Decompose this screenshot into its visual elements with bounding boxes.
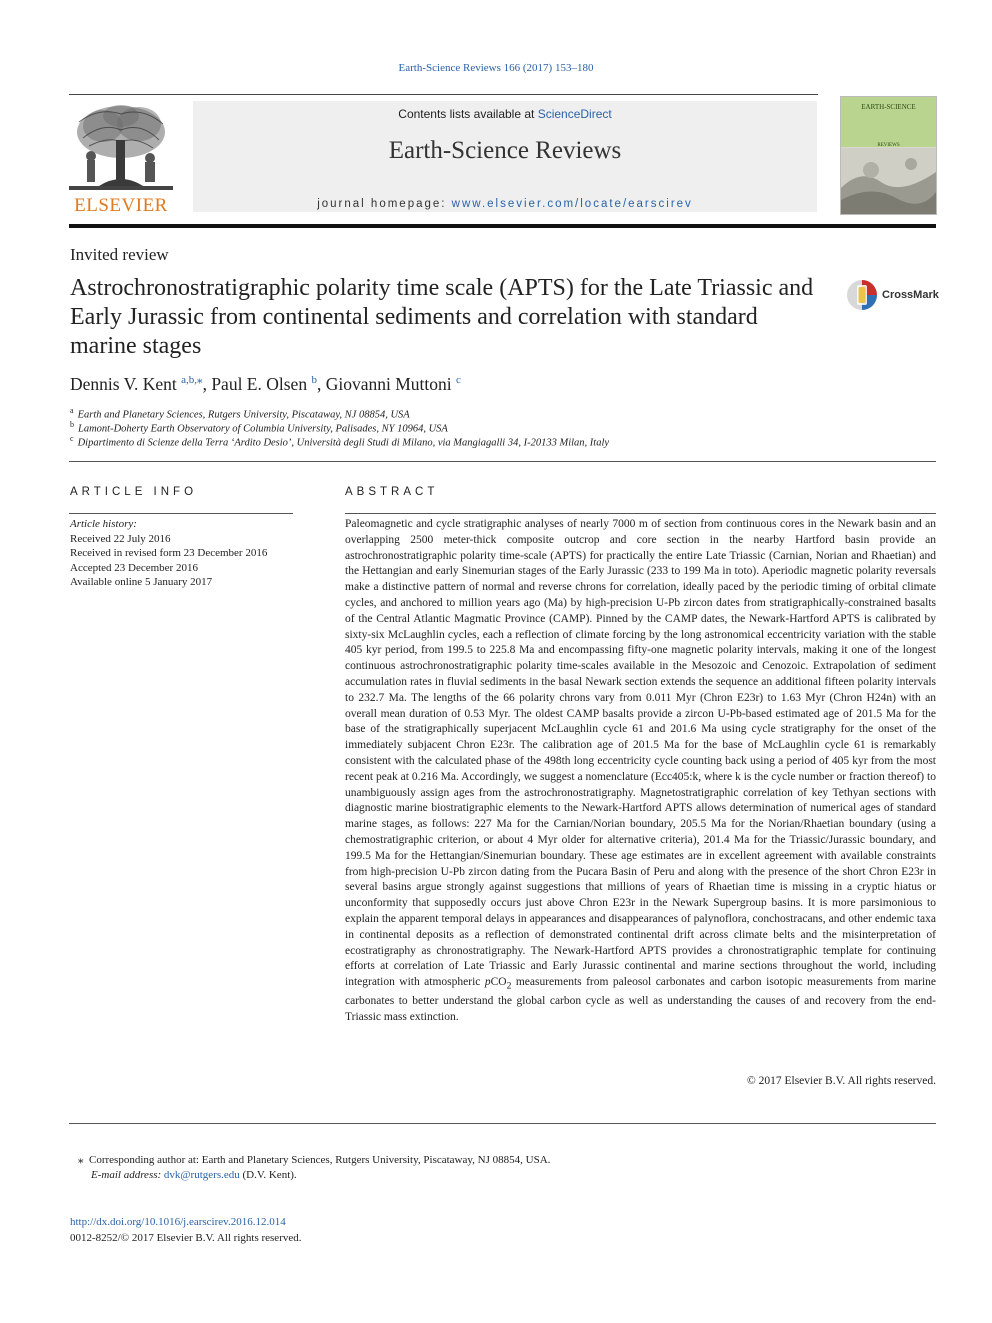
affiliation (70, 434, 609, 449)
article-type: Invited review (70, 245, 169, 264)
homepage-link[interactable]: www.elsevier.com/locate/earscirev (451, 198, 693, 210)
sciencedirect-link[interactable]: ScienceDirect (537, 107, 612, 121)
author-affiliation-marks[interactable]: c (455, 374, 461, 386)
author-separator: , (316, 373, 326, 394)
author-list (70, 373, 461, 395)
contents-line (193, 107, 817, 121)
doi-link[interactable]: http://dx.doi.org/10.1016/j.earscirev.2016.12.014 (70, 1216, 286, 1228)
affiliation (70, 420, 448, 435)
crossmark-label: CrossMark (882, 289, 939, 301)
cover-subtitle: REVIEWS (877, 143, 900, 148)
article-title: Astrochronostratigraphic polarity time scale (APTS) for the Late Triassic and Early Jurassic from continental sediments and correlation with standard marine stages (70, 275, 814, 359)
affiliations-divider (69, 461, 936, 462)
article-history (70, 517, 267, 590)
cover-title: EARTH-SCIENCE (861, 103, 916, 111)
email-link[interactable]: dvk@rutgers.edu (163, 1169, 240, 1181)
affiliation-text: Dipartimento di Scienze della Terra ‘Ardito Desio’, Università degli Studi di Milano, via Mangiagalli 34, I-20133 Milan, Italy (77, 437, 610, 449)
affiliation-mark: b (70, 420, 74, 429)
author-separator: , (202, 373, 212, 394)
issn-line: 0012-8252/© 2017 Elsevier B.V. All rights reserved. (70, 1232, 302, 1244)
corresponding-author-text: Corresponding author at: Earth and Planetary Sciences, Rutgers University, Piscataway, NJ 08854, USA. (89, 1154, 551, 1166)
author-affiliation-marks[interactable]: a,b,⁎ (181, 374, 203, 386)
abstract-copyright: © 2017 Elsevier B.V. All rights reserved. (747, 1075, 936, 1087)
abstract-heading: ABSTRACT (345, 486, 439, 498)
abstract-text: Paleomagnetic and cycle stratigraphic analyses of nearly 7000 m of section from continuous cores in the Newark basin and an overlapping 2500 meter-thick composite outcrop and core section in the nearby Hartford basin provide an astrochronostratigraphic polarity time-scale (APTS) for practically the entire Late Triassic (Carnian, Norian and Rhaetian) and the Hettangian and early Sinemurian stages of the Early Jurassic (233 to 199 Ma in toto). Aperiodic magnetic polarity reversals make a distinctive pattern of normal and reverse chrons for correlation, ideally paced by the periodic timing of orbital climate cycles, and anchored to million years ago (Ma) by high-precision U-Pb zircon dates from stratigraphically-constrained basalts of the Central Atlantic Magmatic Province (CAMP). Pinned by the CAMP dates, the Newark-Hartford APTS is calibrated by sixty-six McLaughlin cycles, each a reflection of climate forcing by the long astronomical eccentricity variation with the stable 405 kyr period, from 199.5 to 225.8 Ma and encompassing fifty-one magnetic polarity intervals, making it one of the longest continuous astrochronostratigraphic polarity time-scales available in the Mesozoic and Cenozoic. Extrapolation of sediment accumulation rates in fluvial sediments in the basal Newark section extends the sequence an additional fifteen polarity intervals to 232.7 Ma. The lengths of the 66 polarity chrons vary from 0.011 Myr (Chron E23r) to 1.63 Myr (Chron H24n) with an overall mean duration of 0.53 Myr. The oldest CAMP basalts provide a zircon U-Pb-based estimated age of 201.5 Ma for the base of the stratigraphically superjacent McLaughlin cycle 61 and 201.6 Ma using cycle stratigraphy for the onset of the immediately subjacent Chron E23r. The calibration age of 201.5 Ma for the base of McLaughlin cycle 61 is remarkably consistent with the calculated phase of the 498th long eccentricity cycle counting back using a period of 405 kyr from the most recent peak at 0.216 Ma. Accordingly, we suggest a nomenclature (Ecc405:k, where k is the cycle number or fraction thereof) to unambiguously assign ages from the astrochronostratigraphy. Magnetostratigraphic correlation of key Tethyan sections with diagnostic marine biostratigraphic elements to the Newark-Hartford APTS allows determination of numerical ages of standard marine stages, as follows: 227 Ma for the Carnian/Norian boundary, 205.5 Ma for the Norian/Rhaetian boundary (using a chemostratigraphic criterion, or about 4 Myr older for alternative criteria), 201.4 Ma for the Triassic/Jurassic boundary, and 199.5 Ma for the Hettangian/Sinemurian boundary. These age estimates are in excellent agreement with available constraints from high-precision U-Pb zircon dating from the Pucara Basin of Peru and along with the presence of the short Chron E23r in several basins argue strongly against suggestions that millions of years of Rhaetian time is missing in a cryptic hiatus or unconformity that supposedly occurs just above Chron E23r in the Newark Supergroup basins. It is more parsimonious to explain the apparent temporal delays in appearances and disappearances of palynoflora, conchostracans, and other endemic taxa in continental deposits as a reflection of demonstrated continental drift across climate belts and the misinterpretation of ecostratigraphy as chronostratigraphy. The Newark-Hartford APTS provides a chronostratigraphic template for continuing efforts at correlation of Late Triassic and Early Jurassic continental and marine sections throughout the world, including integration with atmospheric (345, 518, 936, 989)
email-suffix: (D.V. Kent). (239, 1169, 297, 1181)
author-name[interactable]: Paul E. Olsen (211, 373, 308, 394)
affiliation (70, 406, 410, 421)
elsevier-logo[interactable] (69, 102, 173, 214)
cover-image-icon (841, 148, 936, 214)
journal-cover-thumbnail[interactable] (840, 96, 937, 215)
journal-citation[interactable]: Earth-Science Reviews 166 (2017) 153–180 (398, 62, 594, 74)
homepage-prefix: journal homepage: (317, 198, 452, 210)
crossmark-badge[interactable] (846, 279, 941, 313)
article-info-heading: ARTICLE INFO (70, 486, 198, 498)
elsevier-tree-icon (69, 102, 173, 194)
abstract-rule (345, 513, 936, 514)
author-affiliation-marks[interactable]: b (311, 374, 317, 386)
page-footer (70, 1214, 302, 1246)
journal-header-box (193, 101, 817, 212)
abstract-text-continued: measurements from paleosol carbonates and carbon isotopic measurements from marine carbonates to better understand the global carbon cycle as well as understanding the causes of and recovery from the end-Triassic mass extinction. (345, 976, 937, 1023)
abstract-body (345, 517, 936, 1026)
author-name[interactable]: Dennis V. Kent (70, 373, 177, 394)
affiliation-mark: c (70, 434, 74, 443)
affiliation-text: Earth and Planetary Sciences, Rutgers University, Piscataway, NJ 08854, USA (77, 409, 410, 421)
history-item: Accepted 23 December 2016 (70, 561, 198, 574)
affiliation-mark: a (70, 406, 74, 415)
header-thick-rule (69, 224, 936, 228)
abstract-pco2-italic: p (484, 976, 491, 989)
history-item: Available online 5 January 2017 (70, 576, 213, 588)
elsevier-wordmark: ELSEVIER (74, 195, 168, 216)
contents-prefix: Contents lists available at (398, 107, 538, 121)
crossmark-icon (846, 279, 878, 311)
journal-homepage (193, 198, 817, 210)
footnote-mark: ⁎ (78, 1154, 84, 1166)
header-top-rule (69, 94, 818, 95)
corresponding-author-footnote (78, 1153, 550, 1183)
article-info-rule (69, 513, 293, 514)
abstract-pco2-subscript: 2 (506, 980, 512, 992)
author-name[interactable]: Giovanni Muttoni (325, 373, 452, 394)
journal-title: Earth-Science Reviews (388, 137, 622, 164)
history-item: Received in revised form 23 December 2016 (70, 547, 268, 559)
affiliation-text: Lamont-Doherty Earth Observatory of Columbia University, Palisades, NY 10964, USA (78, 423, 448, 435)
history-item: Received 22 July 2016 (70, 532, 171, 545)
abstract-pco2-co: CO (490, 976, 507, 989)
article-history-label: Article history: (70, 518, 137, 530)
email-label: E-mail address: (91, 1169, 162, 1181)
abstract-bottom-rule (69, 1123, 936, 1124)
